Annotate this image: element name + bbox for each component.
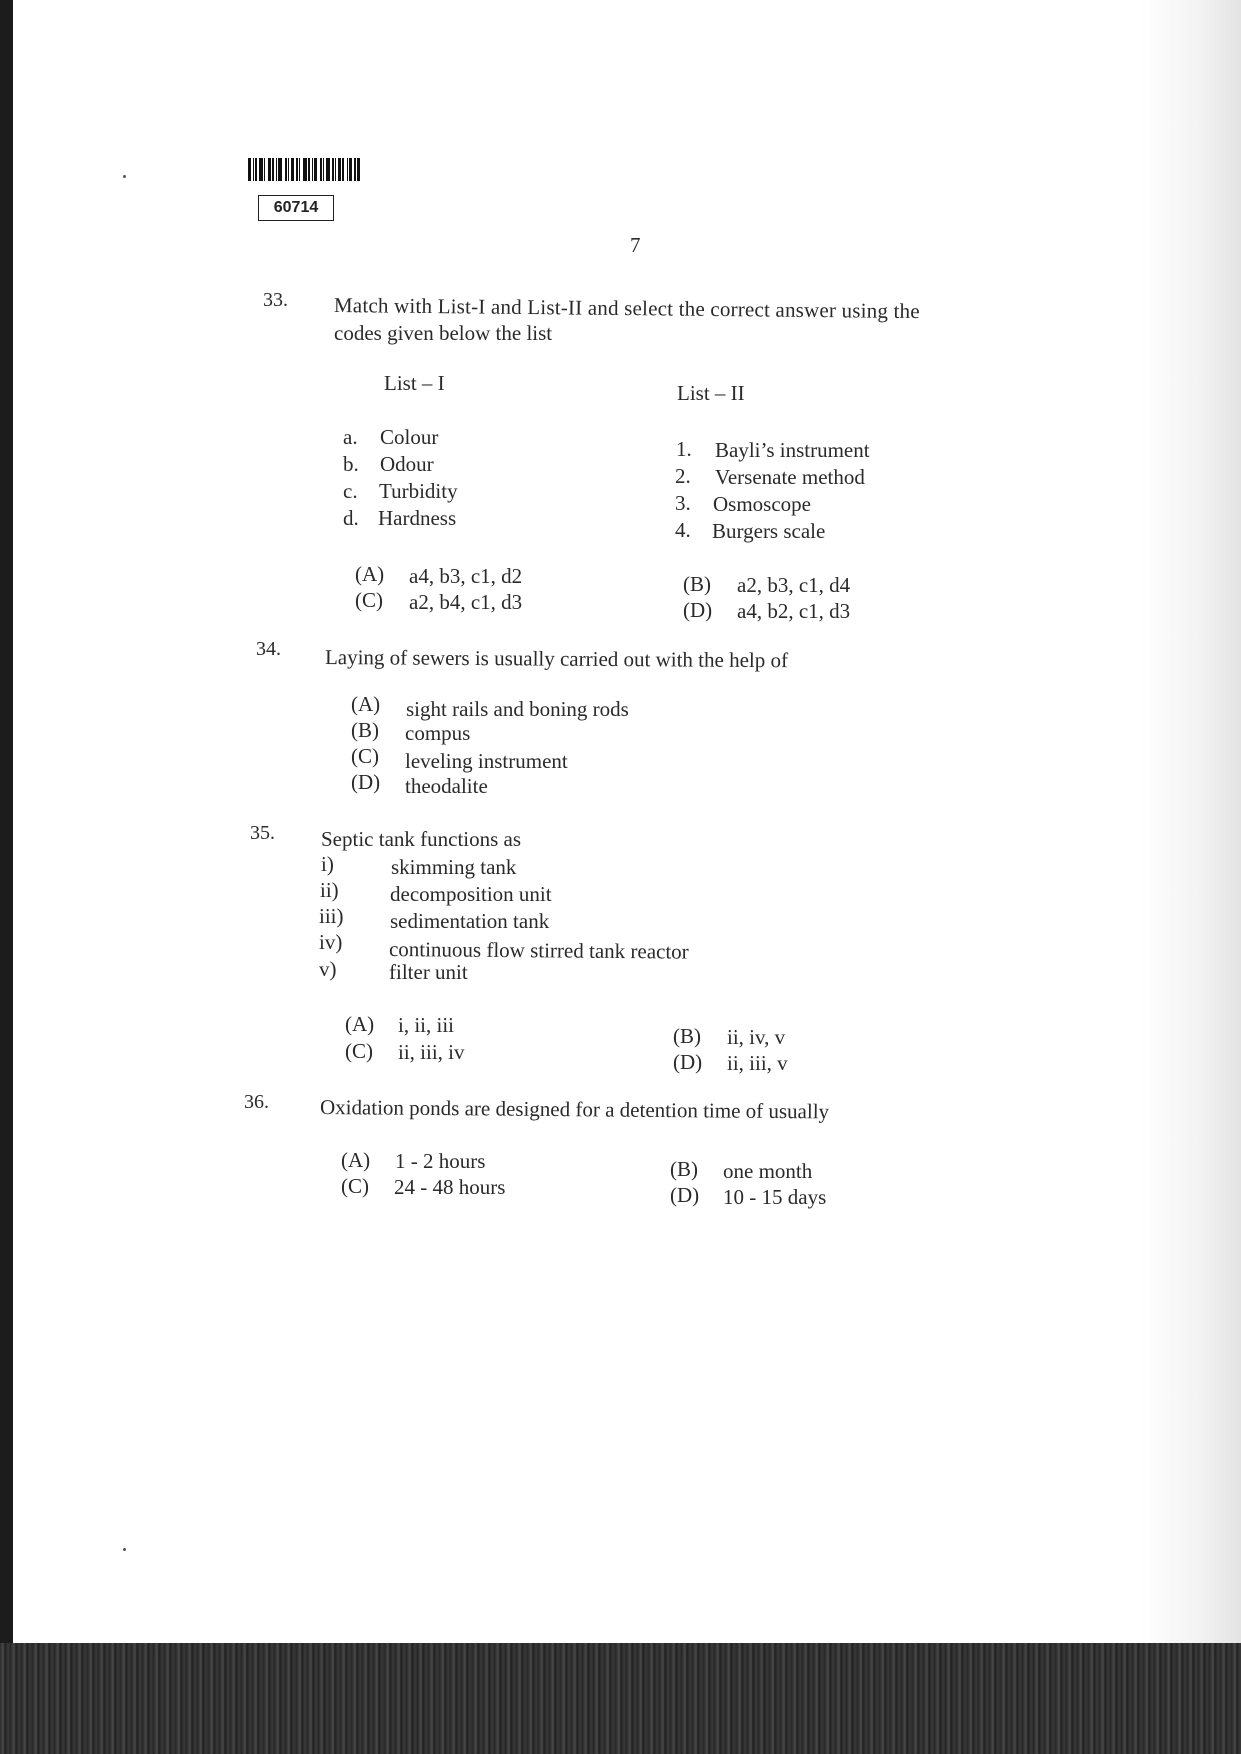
list2-key: 4. [675, 518, 691, 542]
question-number: 36. [244, 1091, 269, 1113]
option-label: (D) [351, 770, 381, 794]
option-label: (A) [355, 562, 385, 586]
option-label: (B) [683, 572, 711, 596]
option-text: theodalite [405, 774, 488, 798]
option-text: a4, b3, c1, d2 [409, 564, 523, 588]
list1-title: List – I [384, 371, 445, 395]
scan-speck [123, 1548, 126, 1551]
scan-left-edge [0, 0, 13, 1754]
option-label: (C) [341, 1174, 369, 1198]
option-text: 24 - 48 hours [394, 1175, 506, 1199]
option-label: (D) [673, 1050, 703, 1074]
list2-item: Versenate method [715, 465, 865, 489]
option-text: ii, iii, iv [398, 1040, 465, 1064]
option-label: (A) [351, 692, 381, 716]
option-label: (A) [341, 1148, 371, 1172]
item-text: continuous flow stirred tank reactor [388, 937, 689, 964]
question-number: 33. [263, 289, 288, 311]
option-text: a2, b3, c1, d4 [737, 573, 851, 597]
list2-item: Bayli’s instrument [715, 438, 870, 462]
scan-right-shade [1140, 0, 1241, 1643]
option-label: (D) [670, 1183, 700, 1207]
scan-bottom-band [0, 1643, 1241, 1754]
list1-item: Odour [380, 452, 434, 476]
barcode [248, 158, 380, 181]
option-label: (B) [670, 1157, 698, 1181]
option-label: (C) [345, 1039, 373, 1063]
item-key: i) [321, 852, 334, 876]
item-text: sedimentation tank [390, 909, 550, 933]
item-key: ii) [320, 878, 339, 902]
option-label: (A) [345, 1012, 375, 1036]
scan-speck [123, 175, 126, 178]
option-text: 1 - 2 hours [395, 1149, 486, 1173]
list2-key: 3. [675, 491, 691, 515]
option-text: a2, b4, c1, d3 [409, 590, 523, 614]
option-label: (C) [351, 744, 379, 768]
option-text: sight rails and boning rods [406, 697, 629, 721]
question-number: 34. [256, 638, 281, 660]
list1-item: Turbidity [379, 479, 458, 503]
page-number: 7 [630, 233, 641, 257]
paper-code: 60714 [258, 195, 334, 221]
item-key: v) [319, 957, 337, 981]
item-key: iii) [319, 904, 344, 928]
list1-key: c. [343, 479, 358, 503]
option-text: one month [723, 1159, 813, 1183]
question-stem: Laying of sewers is usually carried out with the help of [324, 645, 789, 673]
question-stem: codes given below the list [334, 321, 553, 345]
list2-key: 2. [675, 464, 691, 488]
item-text: decomposition unit [390, 882, 552, 906]
option-text: 10 - 15 days [723, 1185, 827, 1209]
option-label: (B) [673, 1024, 701, 1048]
list2-item: Burgers scale [712, 519, 826, 543]
item-text: skimming tank [391, 855, 517, 879]
list1-item: Hardness [378, 506, 457, 530]
question-stem: Match with List-I and List-II and select the correct answer using the [333, 293, 920, 324]
question-stem: Septic tank functions as [321, 827, 522, 851]
item-text: filter unit [389, 960, 468, 984]
option-text: compus [405, 721, 471, 745]
list2-title: List – II [677, 381, 745, 405]
option-text: ii, iii, v [727, 1051, 788, 1075]
option-label: (D) [683, 598, 713, 622]
option-label: (B) [351, 718, 379, 742]
item-key: iv) [319, 930, 343, 954]
list1-key: d. [343, 506, 359, 530]
question-stem: Oxidation ponds are designed for a detention time of usually [319, 1095, 830, 1124]
option-label: (C) [355, 588, 383, 612]
option-text: ii, iv, v [727, 1025, 786, 1049]
question-number: 35. [250, 822, 275, 844]
option-text: i, ii, iii [398, 1013, 455, 1037]
option-text: leveling instrument [405, 749, 568, 773]
list1-key: b. [343, 452, 359, 476]
list1-key: a. [343, 425, 358, 449]
list2-item: Osmoscope [713, 492, 811, 516]
list2-key: 1. [676, 437, 692, 461]
option-text: a4, b2, c1, d3 [737, 599, 851, 623]
list1-item: Colour [380, 425, 439, 449]
